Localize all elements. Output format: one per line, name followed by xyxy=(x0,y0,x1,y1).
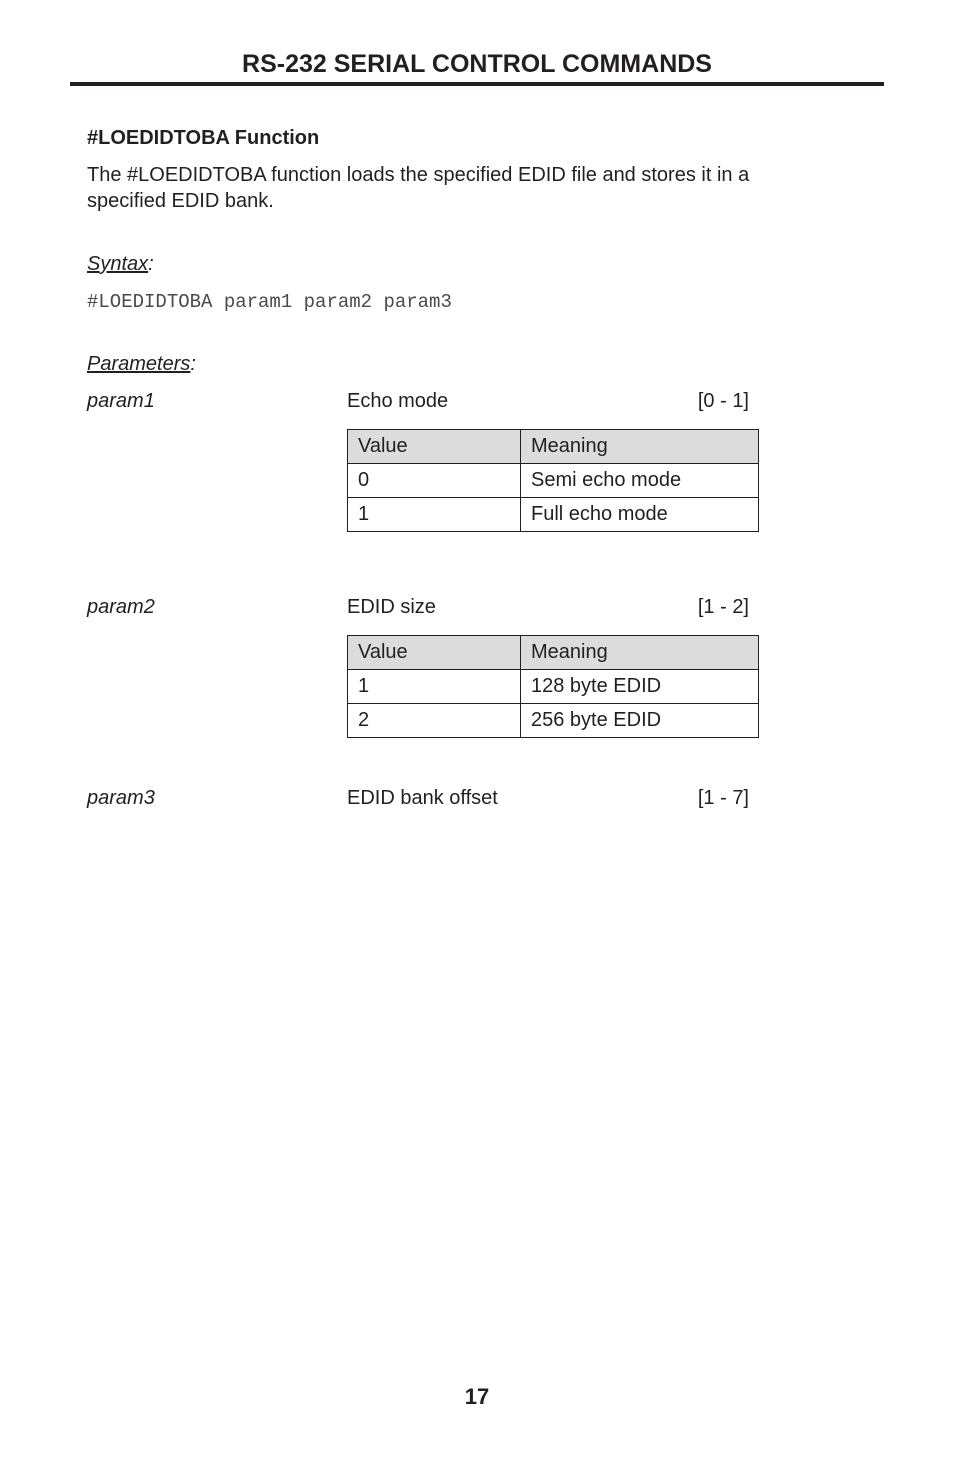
table-cell-value: 1 xyxy=(348,670,521,704)
table-header-row xyxy=(348,636,759,670)
table-row xyxy=(348,704,759,738)
page-number: 17 xyxy=(464,1384,490,1409)
param1-value-table xyxy=(347,429,759,532)
table-cell-meaning: Full echo mode xyxy=(521,498,759,532)
param-range: [1 - 2] xyxy=(697,596,749,618)
table-header-meaning: Meaning xyxy=(521,430,759,464)
table-cell-meaning: Semi echo mode xyxy=(521,464,759,498)
param-row-param2 xyxy=(87,594,749,620)
table-header-value: Value xyxy=(348,430,521,464)
parameters-label: Parameters: xyxy=(87,353,196,375)
table-row xyxy=(348,670,759,704)
param-name: param1 xyxy=(87,390,155,412)
table-cell-value: 0 xyxy=(348,464,521,498)
table-cell-value: 2 xyxy=(348,704,521,738)
param-description: EDID size xyxy=(347,596,436,618)
param-name: param3 xyxy=(87,787,155,809)
table-header-row xyxy=(348,430,759,464)
table-cell-meaning: 256 byte EDID xyxy=(521,704,759,738)
syntax-code: #LOEDIDTOBA param1 param2 param3 xyxy=(87,291,452,313)
table-row xyxy=(348,464,759,498)
table-cell-value: 1 xyxy=(348,498,521,532)
param-range: [0 - 1] xyxy=(697,390,749,412)
parameters-label-text: Parameters xyxy=(87,353,191,375)
section-title: #LOEDIDTOBA Function xyxy=(87,127,320,149)
page-header: RS-232 SERIAL CONTROL COMMANDS xyxy=(242,50,712,78)
table-header-value: Value xyxy=(348,636,521,670)
table-header-meaning: Meaning xyxy=(521,636,759,670)
param2-value-table xyxy=(347,635,759,738)
param-row-param1 xyxy=(87,388,749,414)
param-row-param3 xyxy=(87,785,749,811)
param-description: EDID bank offset xyxy=(347,787,498,809)
syntax-label-text: Syntax xyxy=(87,253,149,275)
param-range: [1 - 7] xyxy=(697,787,749,809)
section-description: The #LOEDIDTOBA function loads the specified EDID file and stores it in a specified EDID bank. xyxy=(87,164,750,212)
param-name: param2 xyxy=(87,596,155,618)
table-row xyxy=(348,498,759,532)
table-cell-meaning: 128 byte EDID xyxy=(521,670,759,704)
param-description: Echo mode xyxy=(347,390,449,412)
syntax-label: Syntax: xyxy=(87,253,154,275)
header-rule xyxy=(70,82,884,86)
